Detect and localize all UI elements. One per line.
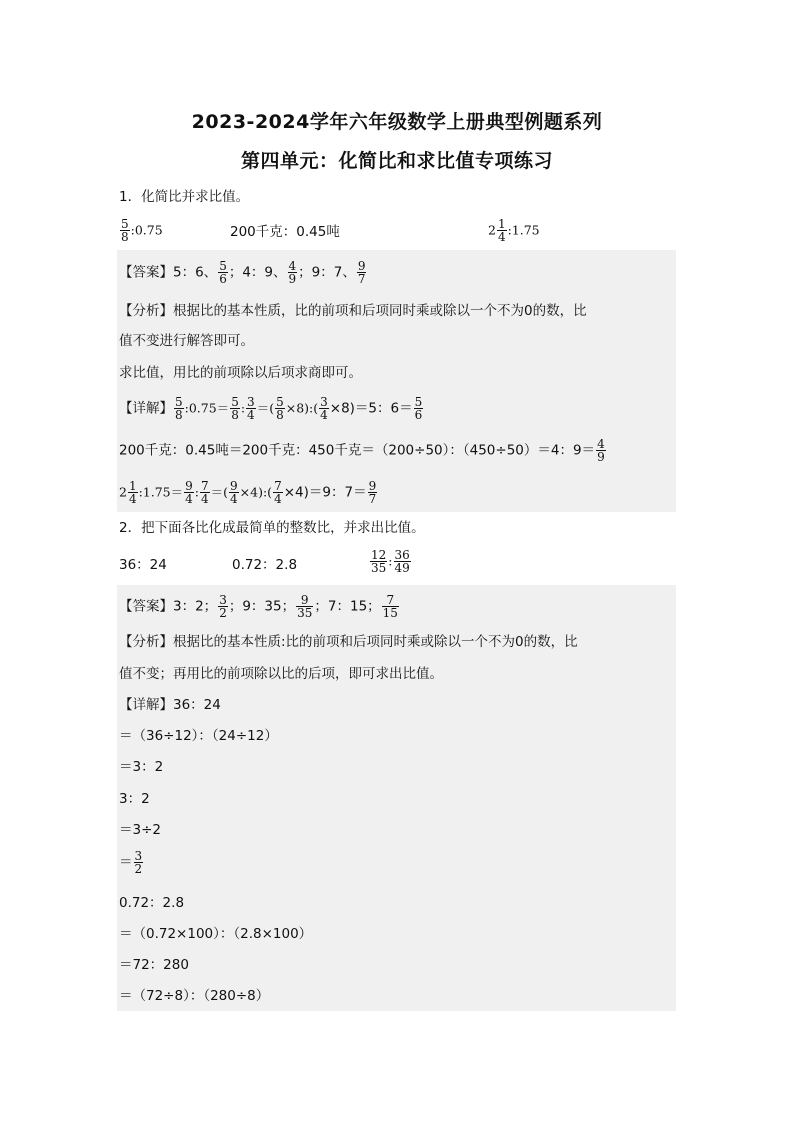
fraction: $\frac{9}{7}$ bbox=[357, 259, 366, 286]
document-title: 2023-2024学年六年级数学上册典型例题系列 bbox=[191, 111, 603, 133]
fraction: $\frac{5}{6}$ bbox=[414, 395, 423, 422]
q1-detail-line-3: 2 $\frac{1}{4}$ :1.75＝ $\frac{9}{4}$ : $\frac{7}{4}$ ＝( $\frac{9}{4}$ ×4):( $\frac{7}{4}$ ×4)＝9：7＝ $\frac{9}{7}$ bbox=[119, 479, 377, 506]
q2-detail-step-8: ＝（0.72×100）：（2.8×100） bbox=[119, 926, 313, 942]
fraction: $\frac{9}{7}$ bbox=[368, 479, 377, 506]
q1-item-a: $\frac{5}{8}$ :0.75 bbox=[121, 217, 163, 244]
q2-item-c: $\frac{12}{35}$ : $\frac{36}{49}$ bbox=[371, 548, 410, 575]
fraction: $\frac{1}{4}$ bbox=[128, 479, 137, 506]
fraction: $\frac{7}{15}$ bbox=[382, 593, 398, 620]
q1-item-c: 2 $\frac{1}{4}$ :1.75 bbox=[488, 217, 540, 244]
q1-analysis-line-2: 值不变进行解答即可。 bbox=[119, 333, 254, 349]
q2-detail-step-10: ＝（72÷8）：（280÷8） bbox=[119, 988, 270, 1004]
q2-detail-step-4: 3：2 bbox=[119, 791, 150, 807]
fraction: $\frac{9}{4}$ bbox=[185, 479, 193, 506]
q1-analysis-line-1: 【分析】根据比的基本性质，比的前项和后项同时乘或除以一个不为0的数，比 bbox=[119, 303, 587, 319]
q1-item-b: 200千克：0.45吨 bbox=[230, 224, 340, 240]
q2-detail-step-6: ＝ $\frac{3}{2}$ bbox=[119, 849, 143, 876]
q1-detail-line-1: 【详解】 $\frac{5}{8}$ :0.75＝ $\frac{5}{8}$ : $\frac{3}{4}$ ＝( $\frac{5}{8}$ ×8):( $\frac{3}{4}$ ×8)＝5：6＝ $\frac{5}{6}$ bbox=[119, 395, 423, 422]
fraction: $\frac{5}{8}$ bbox=[175, 395, 183, 422]
q2-detail-step-3: ＝3：2 bbox=[119, 759, 164, 775]
q2-analysis-line-2: 值不变；再用比的前项除以比的后项，即可求出比值。 bbox=[119, 666, 443, 682]
q1-detail-line-2: 200千克：0.45吨＝200千克：450千克＝（200÷50）：（450÷50）＝4：9＝ $\frac{4}{9}$ bbox=[119, 437, 605, 464]
q2-detail-step-9: ＝72：280 bbox=[119, 957, 189, 973]
fraction: $\frac{5}{8}$ bbox=[121, 217, 129, 244]
q2-analysis-line-1: 【分析】根据比的基本性质:比的前项和后项同时乘或除以一个不为0的数，比 bbox=[119, 634, 578, 650]
q1-analysis-line-3: 求比值，用比的前项除以后项求商即可。 bbox=[119, 365, 362, 381]
fraction: $\frac{5}{6}$ bbox=[219, 259, 227, 286]
fraction: $\frac{4}{9}$ bbox=[597, 437, 605, 464]
fraction: $\frac{3}{4}$ bbox=[320, 395, 328, 422]
fraction: $\frac{3}{2}$ bbox=[219, 593, 227, 620]
q2-item-a: 36：24 bbox=[119, 557, 167, 573]
q2-detail-step-5: ＝3÷2 bbox=[119, 822, 161, 838]
fraction: $\frac{5}{8}$ bbox=[276, 395, 284, 422]
q2-answer: 【答案】3：2； $\frac{3}{2}$ ；9：35； $\frac{9}{35}$ ；7：15； $\frac{7}{15}$ bbox=[119, 593, 398, 620]
q2-detail-step-1: 【详解】36：24 bbox=[119, 697, 221, 713]
q2-detail-step-7: 0.72：2.8 bbox=[119, 895, 185, 911]
fraction: $\frac{9}{35}$ bbox=[297, 593, 313, 620]
fraction: $\frac{36}{49}$ bbox=[394, 548, 410, 575]
fraction: $\frac{1}{4}$ bbox=[497, 217, 506, 244]
fraction: $\frac{3}{2}$ bbox=[134, 849, 143, 876]
q2-prompt: 2．把下面各比化成最简单的整数比，并求出比值。 bbox=[119, 520, 425, 536]
fraction: $\frac{5}{8}$ bbox=[231, 395, 239, 422]
fraction: $\frac{12}{35}$ bbox=[371, 548, 387, 575]
fraction: $\frac{7}{4}$ bbox=[201, 479, 209, 506]
q2-detail-step-2: ＝（36÷12）：（24÷12） bbox=[119, 728, 278, 744]
q1-prompt: 1．化简比并求比值。 bbox=[119, 189, 250, 205]
document-subtitle: 第四单元：化简比和求比值专项练习 bbox=[240, 150, 553, 172]
fraction: $\frac{4}{9}$ bbox=[288, 259, 297, 286]
fraction: $\frac{9}{4}$ bbox=[230, 479, 238, 506]
fraction: $\frac{3}{4}$ bbox=[247, 395, 255, 422]
fraction: $\frac{7}{4}$ bbox=[274, 479, 282, 506]
q2-item-b: 0.72：2.8 bbox=[232, 557, 298, 573]
q1-answer: 【答案】5：6、 $\frac{5}{6}$ ；4：9、 $\frac{4}{9}$ ；9：7、 $\frac{9}{7}$ bbox=[119, 259, 366, 286]
